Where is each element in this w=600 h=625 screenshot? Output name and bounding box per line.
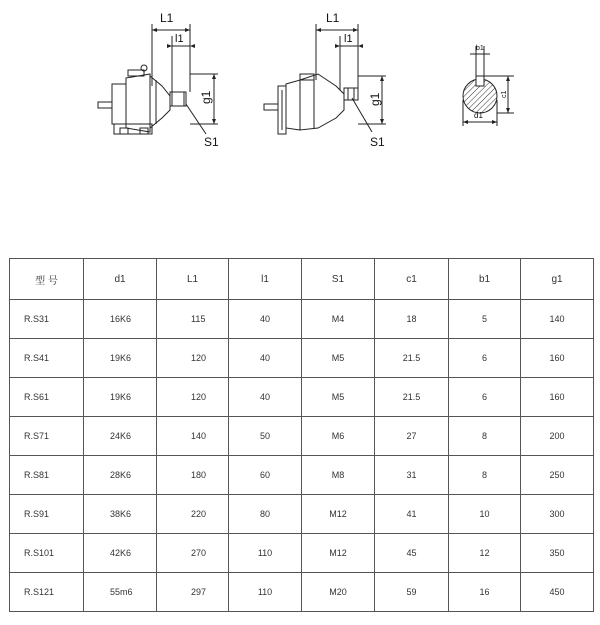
cell-S1: M8: [302, 456, 375, 495]
cell-g1: 160: [521, 339, 594, 378]
cell-g1: 160: [521, 378, 594, 417]
cell-b1: 10: [449, 495, 521, 534]
cell-d1: 28K6: [84, 456, 157, 495]
table-row: [10, 573, 594, 612]
header-b1: b1: [449, 259, 521, 300]
shaft-cross-section-drawing: [463, 46, 514, 126]
label-S1-a: S1: [204, 135, 219, 149]
table-row: [10, 495, 594, 534]
table-row: [10, 417, 594, 456]
cell-L1: 120: [157, 339, 229, 378]
table-row: [10, 456, 594, 495]
cell-b1: 8: [449, 456, 521, 495]
reducer-flange-mount-drawing: [264, 24, 386, 134]
table-body: [10, 300, 594, 612]
table-header-row: [10, 259, 594, 300]
cell-model: R.S121: [10, 573, 84, 612]
cell-b1: 12: [449, 534, 521, 573]
cell-l1: 60: [229, 456, 302, 495]
table-row: [10, 534, 594, 573]
cell-c1: 45: [375, 534, 449, 573]
cell-l1: 40: [229, 300, 302, 339]
cell-S1: M6: [302, 417, 375, 456]
cell-model: R.S61: [10, 378, 84, 417]
cell-model: R.S101: [10, 534, 84, 573]
cell-g1: 300: [521, 495, 594, 534]
cell-c1: 18: [375, 300, 449, 339]
cell-l1: 110: [229, 534, 302, 573]
cell-d1: 19K6: [84, 378, 157, 417]
cell-L1: 270: [157, 534, 229, 573]
label-S1-b: S1: [370, 135, 385, 149]
specification-table: [9, 258, 594, 612]
label-g1-b: g1: [368, 92, 382, 106]
cell-model: R.S81: [10, 456, 84, 495]
label-l1-b: l1: [344, 33, 353, 45]
cell-L1: 140: [157, 417, 229, 456]
label-g1-a: g1: [199, 90, 213, 104]
cell-c1: 59: [375, 573, 449, 612]
header-L1: L1: [157, 259, 229, 300]
cell-b1: 6: [449, 378, 521, 417]
cell-l1: 40: [229, 339, 302, 378]
cell-d1: 16K6: [84, 300, 157, 339]
cell-l1: 40: [229, 378, 302, 417]
technical-drawings: [0, 0, 600, 240]
cell-g1: 140: [521, 300, 594, 339]
cell-S1: M5: [302, 339, 375, 378]
cell-model: R.S71: [10, 417, 84, 456]
label-c1: c1: [501, 90, 508, 98]
cell-g1: 450: [521, 573, 594, 612]
cell-L1: 180: [157, 456, 229, 495]
cell-L1: 120: [157, 378, 229, 417]
drawing-canvas: [0, 0, 600, 240]
cell-S1: M4: [302, 300, 375, 339]
cell-l1: 50: [229, 417, 302, 456]
cell-L1: 220: [157, 495, 229, 534]
label-b1: b1: [476, 45, 484, 52]
cell-model: R.S91: [10, 495, 84, 534]
cell-L1: 115: [157, 300, 229, 339]
table-row: [10, 300, 594, 339]
header-g1: g1: [521, 259, 594, 300]
cell-c1: 21.5: [375, 378, 449, 417]
label-l1-a: l1: [175, 33, 184, 45]
cell-S1: M20: [302, 573, 375, 612]
header-model: 型 号: [10, 259, 84, 300]
cell-g1: 250: [521, 456, 594, 495]
cell-d1: 24K6: [84, 417, 157, 456]
cell-c1: 27: [375, 417, 449, 456]
table-row: [10, 339, 594, 378]
cell-d1: 55m6: [84, 573, 157, 612]
cell-c1: 21.5: [375, 339, 449, 378]
cell-S1: M5: [302, 378, 375, 417]
cell-d1: 19K6: [84, 339, 157, 378]
cell-g1: 200: [521, 417, 594, 456]
cell-d1: 38K6: [84, 495, 157, 534]
cell-S1: M12: [302, 534, 375, 573]
cell-c1: 41: [375, 495, 449, 534]
cell-L1: 297: [157, 573, 229, 612]
label-L1-a: L1: [160, 11, 174, 25]
cell-d1: 42K6: [84, 534, 157, 573]
cell-b1: 16: [449, 573, 521, 612]
reducer-foot-mount-drawing: [98, 24, 218, 134]
cell-g1: 350: [521, 534, 594, 573]
cell-b1: 6: [449, 339, 521, 378]
header-S1: S1: [302, 259, 375, 300]
cell-model: R.S31: [10, 300, 84, 339]
cell-S1: M12: [302, 495, 375, 534]
cell-b1: 8: [449, 417, 521, 456]
cell-l1: 80: [229, 495, 302, 534]
header-c1: c1: [375, 259, 449, 300]
cell-c1: 31: [375, 456, 449, 495]
cell-model: R.S41: [10, 339, 84, 378]
header-d1: d1: [84, 259, 157, 300]
table-row: [10, 378, 594, 417]
label-d1: d1: [474, 111, 483, 120]
cell-l1: 110: [229, 573, 302, 612]
cell-b1: 5: [449, 300, 521, 339]
label-L1-b: L1: [326, 11, 340, 25]
header-l1: l1: [229, 259, 302, 300]
